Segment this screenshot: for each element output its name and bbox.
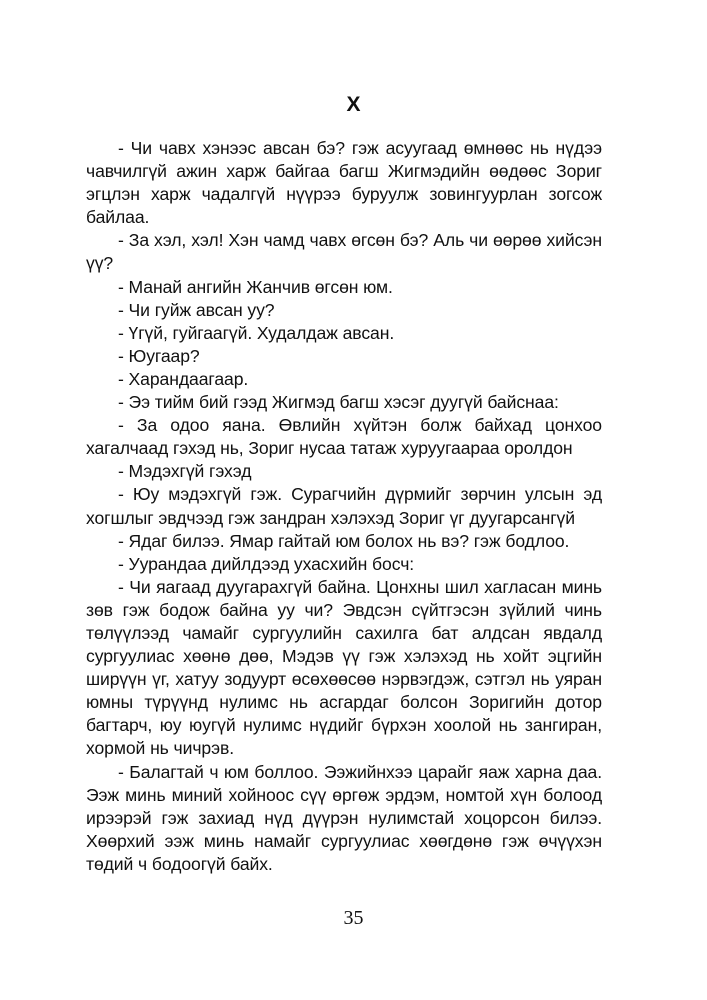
paragraph: - Юугаар? xyxy=(118,345,200,366)
paragraph: - Юу мэдэхгүй гэж. Сурагчийн дүрмийг зөрчин улсын эд хогшлыг эвдчээд гэж зандран хэлэхэд Зориг үг дуугарсангүй xyxy=(86,484,602,528)
paragraph: - За одоо яана. Өвлийн хүйтэн болж байхад цонхоо хагалчаад гэхэд нь, Зориг нусаа татаж хуруугаараа оролдон xyxy=(86,415,602,459)
paragraph: - Ядаг билээ. Ямар гайтай юм болох нь вэ? гэж бодлоо. xyxy=(118,530,570,551)
chapter-title: X xyxy=(346,93,361,116)
paragraph: - Балагтай ч юм боллоо. Ээжийнхээ царайг яаж харна даа. Ээж минь миний хойноос сүү өргөж эрдэм, номтой хүн болоод ирээрэй гэж захиад нүд дүүрэн нулимстай хоцорсон билээ. Хөөрхий ээж минь намайг сургуулиас хөөгдөнө гэж өчүүхэн төдий ч бодоогүй байх. xyxy=(86,761,602,874)
paragraph: - Чи яагаад дуугарахгүй байна. Цонхны шил хагласан минь зөв гэж бодож байна уу чи? Эвдсэн сүйтгэсэн зүйлий чинь төлүүлээд чамайг сургуулийн сахилга бат алдсан явдалд сургуулиас хөөнө дөө, Мэдэв үү гэж хэлэхэд нь хойт эцгийн ширүүн үг, хатуу зодуурт өсөхөөсөө нэрвэгдэж, сэтгэл нь уяран юмны түрүүнд нулимс нь асгардаг болсон Зоригийн дотор багтарч, юу юугүй нулимс нүдийг бүрхэн хоолой нь зангиран, хормой нь чичрэв. xyxy=(86,576,602,759)
paragraph: - Чи гуйж авсан уу? xyxy=(118,299,275,320)
paragraph: - Үгүй, гуйгаагүй. Худалдаж авсан. xyxy=(118,322,395,343)
paragraph: - Мэдэхгүй гэхэд xyxy=(118,461,252,482)
page-number: 35 xyxy=(343,907,364,929)
paragraph: - Харандаагаар. xyxy=(118,368,249,389)
paragraph: - Уурандаа дийлдээд ухасхийн босч: xyxy=(118,553,415,574)
paragraph: - Ээ тийм бий гээд Жигмэд багш хэсэг дуугүй байснаа: xyxy=(118,392,559,413)
body-text xyxy=(86,137,602,876)
paragraph: - Манай ангийн Жанчив өгсөн юм. xyxy=(118,276,393,297)
paragraph: - Чи чавх хэнээс авсан бэ? гэж асуугаад өмнөөс нь нүдээ чавчилгүй ажин харж байгаа багш Жигмэдийн өөдөөс Зориг эгцлэн харж чадалгүй нүүрээ буруулж зовингуурлан зогсож байлаа. xyxy=(86,138,602,228)
paragraph: - За хэл, хэл! Хэн чамд чавх өгсөн бэ? Аль чи өөрөө хийсэн үү? xyxy=(86,230,602,274)
